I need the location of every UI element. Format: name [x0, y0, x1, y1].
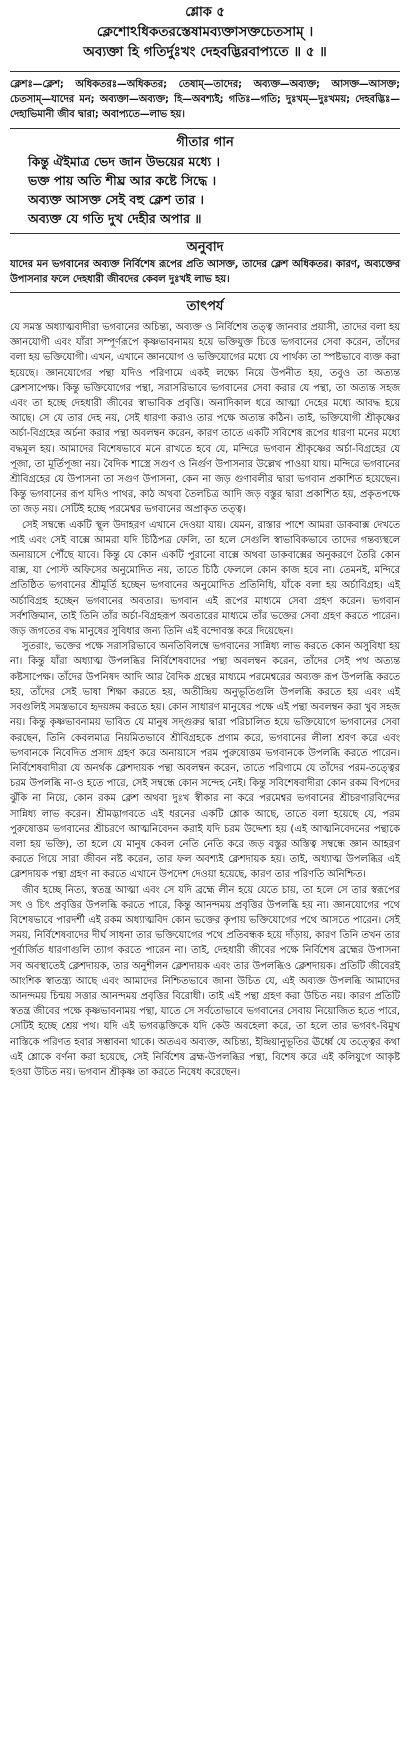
divider — [10, 233, 400, 234]
song-heading: গীতার গান — [176, 134, 234, 150]
sloka-line-1: ক্লেশোঽধিকতরস্তেষামব্যক্তাসক্তচেতসাম্‌ । — [96, 24, 314, 40]
purport-paragraph-4: জীব হচ্ছে নিত্য, স্বতন্ত্র আত্মা এবং সে যদি ব্রহ্মে লীন হয়ে যেতে চায়, তা হলে সে তার স্বরূপের সৎ ও চিৎ প্রবৃত্তির উপলব্ধি করতে পারে, কিন্তু আনন্দময় প্রবৃত্তির উপলব্ধি হয় না। জ্ঞানযোগের পথে বিশেষভাবে পারদর্শী এই রকম অধ্যাত্মবিদ কোন ভক্তের কৃপায় ভক্তিযোগের পথে আসতে পারেন। সেই সময়, নির্বিশেষবাদের দীর্ঘ সাধনা তার ভক্তিযোগের পথে প্রতিবন্ধক হয়ে দাঁড়ায়, কারণ তিনি তখন তার পূর্বার্জিত ধারণাগুলি ত্যাগ করতে পারেন না। তাই, দেহধারী জীবের পক্ষে নির্বিশেষ ব্রহ্মের উপাসনা সব অবস্থাতেই ক্লেশদায়ক, তার অনুশীলন ক্লেশদায়ক এবং তার উপলব্ধিও ক্লেশদায়ক। প্রতিটি জীবেরই আংশিক স্বাতন্ত্র্য আছে এবং আমাদের নিশ্চিতভাবে জানা উচিত যে, এই অব্যক্ত উপলব্ধি আমাদের আনন্দময় চিন্ময় সত্তার আনন্দময় প্রবৃত্তির বিরোধী। তাই এই পন্থা গ্রহণ করা উচিত নয়। কারণ প্রতিটি স্বতন্ত্র জীবের পক্ষে কৃষ্ণভাবনাময় পন্থা, যাতে সে সর্বতোভাবে ভগবানের সেবায় নিয়োজিত হতে পারে, সেটিই হচ্ছে শ্রেয় পথ। যদি এই ভগবদ্ভক্তিকে যদি কেউ অবহেলা করে, তা হলে তার ভগবৎ-বিমুখ নাস্তিকে পরিণত হবার সম্ভাবনা থাকে। অতএব অব্যক্ত, অচিন্ত্য, ইন্দ্রিয়ানুভূতির ঊর্ধ্বে যে তত্ত্বের কথা এই শ্লোকে বর্ণনা করা হয়েছে, সেই নির্বিশেষ ব্রহ্ম-উপলব্ধির পন্থা, বিশেষ করে এই কলিযুগে আকৃষ্ট হওয়া উচিত নয়। ভগবান শ্রীকৃষ্ণ তা করতে নিষেধ করেছেন। — [10, 884, 400, 1078]
divider — [10, 128, 400, 129]
translation-heading: অনুবাদ — [186, 239, 224, 255]
purport-paragraph-1: যে সমস্ত অধ্যাত্মবাদীরা ভগবানের অচিন্ত্য, অব্যক্ত ও নির্বিশেষ তত্ত্ব জানবার প্রয়াসী, তাদের বলা হয় জ্ঞানযোগী এবং যাঁরা সম্পূর্ণরূপে কৃষ্ণভাবনাময় হয়ে ভক্তিযুক্ত চিত্তে ভগবানের সেবা করেন, তাঁদের বলা হয় ভক্তিযোগী। এখন, এখানে জ্ঞানযোগ ও ভক্তিযোগের মধ্যে যে পার্থক্য তা স্পষ্টভাবে ব্যক্ত করা হয়েছে। জ্ঞানযোগের পন্থা যদিও পরিণামে একই লক্ষ্যে নিয়ে উপনীত হয়, তবুও তা অত্যন্ত ক্লেশসাপেক্ষ। কিন্তু ভক্তিযোগের পন্থা, সরাসরিভাবে ভগবানের সেবা করার যে পন্থা, তা অত্যন্ত সহজ এবং তা হচ্ছে দেহধারী জীবের স্বাভাবিক প্রবৃত্তি। অনাদিকাল ধরে আত্মা দেহের মধ্যে আবদ্ধ হয়ে আছে। সে যে তার দেহ নয়, সেই ধারণা করাও তার পক্ষে অত্যন্ত কঠিন। তাই, ভক্তিযোগী শ্রীকৃষ্ণের অর্চা-বিগ্রহের অর্চনা করার পন্থা অবলম্বন করেন, কারণ তাতে একটি সবিশেষ রূপের ধারণা মনের মধ্যে বদ্ধমূল হয়। আমাদের বিশেষভাবে মনে রাখতে হবে যে, মন্দিরে ভগবান শ্রীকৃষ্ণের অর্চা-বিগ্রহের যে পূজা, তা মূর্তিপূজা নয়। বৈদিক শাস্ত্রে সগুণ ও নির্গুণ উপাসনার উল্লেখ পাওয়া যায়। মন্দিরে ভগবানের শ্রীবিগ্রহের যে উপাসনা তা সগুণ উপাসনা, কেন না জড় গুণাবলীর দ্বারা ভগবান প্রকাশিত হয়েছেন। কিন্তু ভগবানের রূপ যদিও পাথর, কাঠ অথবা তৈলচিত্র আদি জড় বস্তুর দ্বারা প্রকাশিত হয়, প্রকৃতপক্ষে তা জড় নয়। সেটিই হচ্ছে পরমেশ্বর ভগবানের অপ্রাকৃত তত্ত্ব। — [10, 322, 401, 516]
song-line-1: কিন্তু ঐইমাত্র ভেদ জান উভয়ের মধ্যে । — [28, 153, 220, 169]
song-line-4: অব্যক্ত যে গতি দুখ দেহীর অপার ॥ — [28, 210, 202, 226]
purport-paragraph-2: সেই সম্বন্ধে একটি স্থূল উদাহরণ এখানে দেওয়া যায়। যেমন, রাস্তার পাশে আমরা ডাকবাক্স দেখতে পাই এবং সেই বাক্সে আমরা যদি চিঠিপত্র ফেলি, তা হলে সেগুলি স্বাভাবিকভাবে তাদের গন্তব্যস্থলে অনায়াসে পৌঁছে যাবে। কিন্তু যে কোন একটি পুরানো বাক্সে অথবা ডাকবাক্সের অনুকরণে তৈরি কোন বাক্স, যা পোস্ট অফিসের অনুমোদিত নয়, তাতে চিঠি ফেললে কোন কাজ হবে না। তেমনই, মন্দিরে প্রতিষ্ঠিত ভগবানের শ্রীমূর্তি হচ্ছেন ভগবানের অনুমোদিত প্রতিনিধি, যাঁকে বলা হয় অর্চাবিগ্রহ। এই অর্চাবিগ্রহ হচ্ছেন ভগবানের অবতার। ভগবান এই রূপের মাধ্যমে সেবা গ্রহণ করেন। ভগবান সর্বশক্তিমান, তাই তিনি তাঁর অর্চা-বিগ্রহরূপ অবতারের মাধ্যমে তাঁর ভক্তের সেবা গ্রহণ করতে পারেন। জড় জগতের বদ্ধ মানুষের সুবিধার জন্য তিনি এই বন্দোবস্ত করে দিয়েছেন। — [10, 519, 400, 638]
song-line-3: অব্যক্ত আসক্ত সেই বহু ক্লেশ তার । — [28, 191, 205, 207]
sloka-line-2: অব্যক্তা হি গতির্দুঃখং দেহবদ্ভিরবাপ্যতে ॥ ৫ ॥ — [83, 44, 327, 60]
synonyms: ক্লেশঃ—ক্লেশ; অধিকতরঃ—অধিকতর; তেষাম্‌—তাদের; অব্যক্ত—অব্যক্ত; আসক্ত—আসক্ত; চেতসাম্‌—যাদের মন; অব্যক্তা—অব্যক্ত; হি—অবশ্যই; গতিঃ—গতি; দুঃখম্‌—দুঃখময়; দেহবদ্ভিঃ—দেহাভিমানী জীব দ্বারা; অবাপ্যতে—লাভ হয়। — [10, 79, 400, 121]
divider — [10, 71, 400, 72]
sloka-heading: শ্লোক ৫ — [185, 5, 225, 20]
song-line-2: ভক্ত পায় অতি শীঘ্র আর কষ্টে সিদ্ধে । — [28, 172, 217, 188]
purport-paragraph-3: সুতরাং, ভক্তের পক্ষে সরাসরিভাবে অনতিবিলম্বে ভগবানের সান্নিধ্য লাভ করতে কোন অসুবিধা হয় না। কিন্তু যাঁরা অধ্যাত্ম উপলব্ধির নির্বিশেষবাদের পন্থা অবলম্বন করেন, তাঁদের সেই পথ অত্যন্ত কষ্টসাপেক্ষ। তাঁদের উপনিষদ আদি আর বৈদিক গ্রন্থের মাধ্যমে পরমেশ্বরের অব্যক্ত রূপ উপলব্ধি করতে হয়, তাঁদের সেই ভাষা শিক্ষা করতে হয়, অতীন্দ্রিয় অনুভূতিগুলি উপলব্ধি করতে হয় এবং এই সবগুলিই সমস্তভাবে হৃদয়ঙ্গম করতে হয়। কোন সাধারণ মানুষের পক্ষে এই পন্থা অবলম্বন করা খুব সহজ নয়। কিন্তু কৃষ্ণভাবনাময় ভাবিত যে মানুষ সদ্গুরুর দ্বারা পরিচালিত হয়ে ভক্তিযোগে ভগবানের সেবা করছেন, তিনি কেবলমাত্র নিয়মিতভাবে শ্রীবিগ্রহকে প্রণাম করে, ভগবানের লীলা শ্রবণ করে এবং ভগবানকে নিবেদিত প্রসাদ গ্রহণ করে অনায়াসে পরম পুরুষোত্তম ভগবানকে উপলব্ধি করতে পারেন। নির্বিশেষবাদীরা যে অনর্থক ক্লেশদায়ক পন্থা অবলম্বন করেন, তাতে পরিণামে যে তাঁদের পরম-তত্ত্বের চরম উপলব্ধি না-ও হতে পারে, সেই সম্বন্ধে কোন সন্দেহ নেই। কিন্তু সবিশেষবাদীরা কোন রকম বিপদের ঝুঁকি না নিয়ে, কোন রকম ক্লেশ অথবা দুঃখ স্বীকার না করে পরমেশ্বর ভগবানের শ্রীচরণারবিন্দের সান্নিধ্য লাভ করেন। শ্রীমদ্ভাগবতে এই ধরনের একটি শ্লোক আছে, তাতে বলা হয়েছে যে, পরম পুরুষোত্তম ভগবানের শ্রীচরণে আত্মনিবেদন করাই যদি চরম উদ্দেশ্য হয় (এই আত্মনিবেদনের পন্থাকে বলা হয় ভক্তি), তা হলে যে মানুষ কেবল নেতি নেতি করে জড় বস্তুর অস্তিত্ব সম্বন্ধে জ্ঞান আহরণ করতে গিয়ে সারা জীবন নষ্ট করেন, তার ফল অবশ্যই ক্লেশদায়ক হয়। তাই, অধ্যাত্ম উপলব্ধির এই ক্লেশদায়ক পন্থা গ্রহণ না করতে এখানে উপদেশ দেওয়া হয়েছে, কারণ তার পরিণতি অনিশ্চিত। — [10, 641, 400, 881]
purport-heading: তাৎপর্য — [186, 299, 224, 315]
translation-text: যাদের মন ভগবানের অব্যক্ত নির্বিশেষ রূপের প্রতি আসক্ত, তাদের ক্লেশ অধিকতর। কারণ, অব্যক্তের উপাসনার ফলে দেহধারী জীবদের কেবল দুঃখই লাভ হয়। — [10, 258, 400, 285]
divider — [10, 292, 400, 293]
